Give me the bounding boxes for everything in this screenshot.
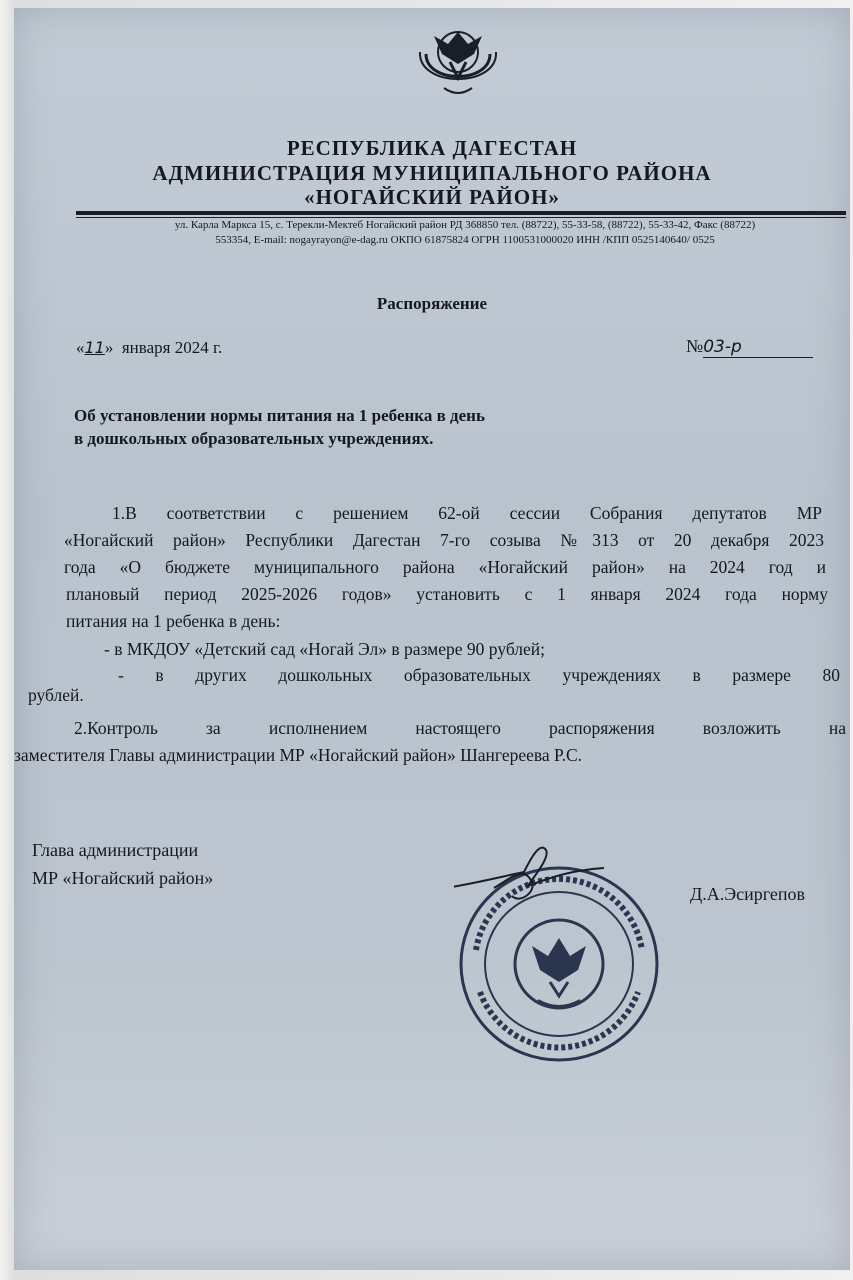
letterhead-address-line2: 553354, E-mail: nogayrayon@e-dag.ru ОКПО 61875824 ОГРН 1100531000020 ИНН /КПП 0525140640/ 0525: [215, 234, 715, 246]
body-line: плановый период 2025-2026 годов» установить с 1 января 2024 года норму: [66, 584, 828, 604]
body-line: 2.Контроль за исполнением настоящего распоряжения возложить на: [74, 718, 846, 738]
body-line: заместителя Главы администрации МР «Ногайский район» Шангереева Р.С.: [14, 745, 583, 765]
letterhead-administration: АДМИНИСТРАЦИЯ МУНИЦИПАЛЬНОГО РАЙОНА: [152, 161, 712, 185]
date-quote-close: »: [104, 338, 114, 357]
letterhead-republic: РЕСПУБЛИКА ДАГЕСТАН: [286, 136, 578, 160]
date-day: 11: [84, 338, 105, 357]
letterhead-divider: [76, 211, 846, 215]
official-stamp-with-signature: [454, 846, 664, 1066]
document-type-title: Распоряжение: [376, 294, 488, 313]
letterhead-district: «НОГАЙСКИЙ РАЙОН»: [304, 185, 560, 209]
signatory-name: Д.А.Эсиргепов: [690, 884, 806, 904]
body-line: рублей.: [28, 685, 84, 705]
body-line: года «О бюджете муниципального района «Ногайский район» на 2024 год и: [64, 557, 826, 577]
signatory-title-line1: Глава администрации: [32, 840, 199, 860]
signatory-title-line2: МР «Ногайский район»: [32, 868, 214, 888]
letterhead-address-line1: ул. Карла Маркса 15, с. Терекли-Мектеб Ногайский район РД 368850 тел. (88722), 55-33-58, (88722), 55-33-42, Факс (88722): [174, 219, 756, 231]
date-quote-open: «: [76, 338, 85, 357]
body-line: питания на 1 ребенка в день:: [66, 611, 281, 631]
body-line: «Ногайский район» Республики Дагестан 7-го созыва №313 от 20 декабря 2023: [64, 530, 824, 550]
date-month-year: января 2024 г.: [121, 338, 223, 357]
subject-line-2: в дошкольных образовательных учреждениях.: [74, 429, 434, 448]
document-page: [14, 8, 850, 1270]
body-line: 1.В соответствии с решением 62-ой сессии Собрания депутатов МР: [112, 503, 822, 523]
body-list-item-2: - в других дошкольных образовательных учреждениях в размере 80: [118, 665, 840, 685]
number-prefix: №: [686, 336, 704, 356]
body-list-item-1: - в МКДОУ «Детский сад «Ногай Эл» в размере 90 рублей;: [104, 639, 546, 659]
subject-line-1: Об установлении нормы питания на 1 ребенка в день: [74, 406, 485, 425]
number-value: 03-р: [703, 337, 813, 358]
document-number: [686, 336, 813, 358]
document-date: [76, 338, 222, 358]
coat-of-arms-emblem: [404, 14, 512, 104]
